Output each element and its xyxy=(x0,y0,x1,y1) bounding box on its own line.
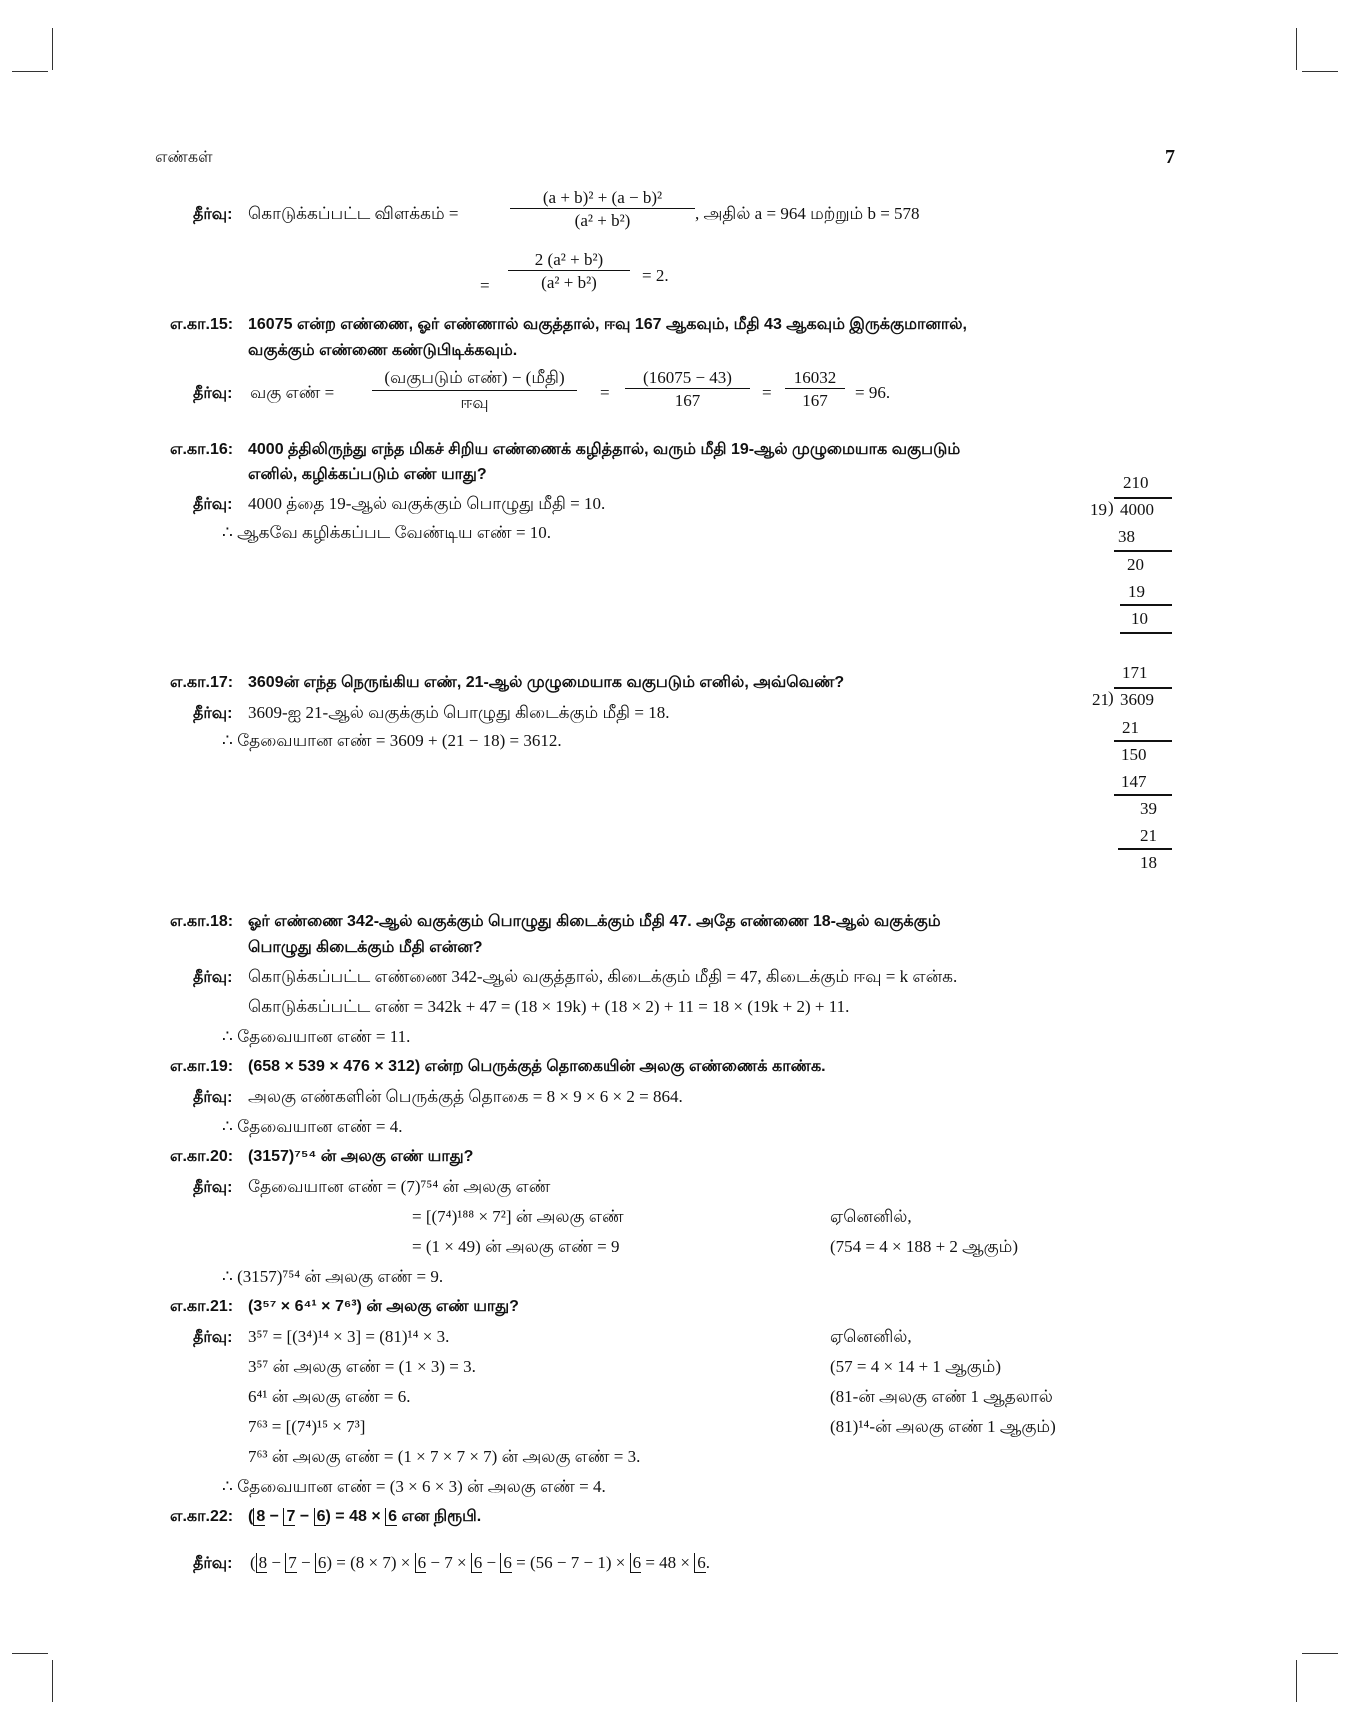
denominator: ஈவு xyxy=(460,393,489,412)
denominator: 167 xyxy=(674,391,701,410)
factorial-6: 6 xyxy=(385,1508,397,1526)
example-label: எ.கா.18: xyxy=(170,913,234,930)
solution-label: தீர்வு: xyxy=(193,385,233,402)
q-part: ( xyxy=(248,1508,254,1525)
question-text: எனில், கழிக்கப்படும் எண் யாது? xyxy=(248,466,487,483)
factorial-7: 7 xyxy=(283,1508,295,1526)
s-part: − xyxy=(482,1553,501,1572)
solution-step xyxy=(250,1553,710,1573)
factorial-6: 6 xyxy=(630,1553,642,1573)
side-note: ஏனெனில், xyxy=(830,1327,912,1346)
solution-label: தீர்வு: xyxy=(193,206,233,223)
remainder: 20 xyxy=(1127,555,1144,574)
solution-label: தீர்வு: xyxy=(193,1329,233,1346)
divisor: 21 xyxy=(1092,690,1109,709)
factorial-8: 8 xyxy=(253,1508,265,1526)
dividend: 4000 xyxy=(1120,500,1154,519)
division-bracket: ) xyxy=(1108,498,1114,517)
s-part: = (56 − 7 − 1) × xyxy=(511,1553,630,1572)
result: = 96. xyxy=(855,383,891,402)
fraction xyxy=(372,368,577,415)
remainder: 10 xyxy=(1131,609,1148,628)
solution-step: ∴ தேவையான எண் = 3609 + (21 − 18) = 3612. xyxy=(222,731,562,750)
example-label: எ.கா.21: xyxy=(170,1298,234,1315)
equals-sign: = xyxy=(600,383,610,402)
factorial-6: 6 xyxy=(315,1553,327,1573)
quotient: 171 xyxy=(1122,663,1148,682)
question-text: (3⁵⁷ × 6⁴¹ × 7⁶³) ன் அலகு எண் யாது? xyxy=(248,1298,519,1315)
crop-mark xyxy=(1302,1653,1338,1654)
factorial-6: 6 xyxy=(314,1508,326,1526)
example-label: எ.கா.20: xyxy=(170,1148,234,1165)
s-part: . xyxy=(705,1553,710,1572)
subtraction-line xyxy=(1120,632,1172,634)
factorial-6: 6 xyxy=(415,1553,427,1573)
solution-step: ∴ தேவையான எண் = 11. xyxy=(222,1027,411,1046)
example-label: எ.கா.19: xyxy=(170,1058,234,1075)
solution-step: கொடுக்கப்பட்ட எண் = 342k + 47 = (18 × 19k) + (18 × 2) + 11 = 18 × (19k + 2) + 11. xyxy=(248,997,850,1016)
numerator: (16075 − 43) xyxy=(625,368,750,389)
subtrahend: 38 xyxy=(1118,527,1135,546)
solution-label: தீர்வு: xyxy=(193,969,233,986)
numerator: 16032 xyxy=(785,368,845,389)
solution-step: 4000 த்தை 19-ஆல் வகுக்கும் பொழுது மீதி = 10. xyxy=(248,494,606,513)
side-note: (81)¹⁴-ன் அலகு எண் 1 ஆகும்) xyxy=(830,1417,1056,1436)
subtraction-line xyxy=(1114,550,1172,552)
crop-mark xyxy=(52,1660,53,1702)
question-text: 4000 த்திலிருந்து எந்த மிகச் சிறிய எண்ணைக் கழித்தால், வரும் மீதி 19-ஆல் முழுமையாக வகுபடும் xyxy=(248,441,961,458)
denominator: (a² + b²) xyxy=(574,211,631,230)
factorial-6: 6 xyxy=(471,1553,483,1573)
subtrahend: 19 xyxy=(1128,582,1145,601)
denominator: 167 xyxy=(802,391,828,410)
factorial-8: 8 xyxy=(256,1553,268,1573)
example-label: எ.கா.16: xyxy=(170,441,234,458)
factorial-6: 6 xyxy=(694,1553,706,1573)
subtraction-line xyxy=(1114,794,1172,796)
question-text: 16075 என்ற எண்ணை, ஓர் எண்ணால் வகுத்தால், ஈவு 167 ஆகவும், மீதி 43 ஆகவும் இருக்குமானால், xyxy=(248,316,967,333)
subtrahend: 147 xyxy=(1121,772,1147,791)
divisor: 19 xyxy=(1090,500,1107,519)
question-text: ஓர் எண்ணை 342-ஆல் வகுக்கும் பொழுது கிடைக்கும் மீதி 47. அதே எண்ணை 18-ஆல் வகுக்கும் xyxy=(248,913,941,930)
numerator: (a + b)² + (a − b)² xyxy=(510,188,695,209)
subtraction-line xyxy=(1114,740,1172,742)
factorial-6: 6 xyxy=(500,1553,512,1573)
factorial-7: 7 xyxy=(285,1553,297,1573)
denominator: (a² + b²) xyxy=(541,273,597,292)
question-text: பொழுது கிடைக்கும் மீதி என்ன? xyxy=(248,939,483,956)
crop-mark xyxy=(52,28,53,70)
solution-step: = (1 × 49) ன் அலகு எண் = 9 xyxy=(412,1237,620,1256)
solution-step: ∴ (3157)⁷⁵⁴ ன் அலகு எண் = 9. xyxy=(222,1267,444,1286)
solution-step: 3⁵⁷ ன் அலகு எண் = (1 × 3) = 3. xyxy=(248,1357,476,1376)
crop-mark xyxy=(12,1653,48,1654)
division-bar xyxy=(1114,687,1172,689)
expression-lhs: வகு எண் = xyxy=(250,383,335,402)
remainder: 18 xyxy=(1140,853,1157,872)
fraction xyxy=(625,368,750,411)
s-part: − xyxy=(267,1553,286,1572)
subtrahend: 21 xyxy=(1122,718,1139,737)
solution-label: தீர்வு: xyxy=(193,496,233,513)
given-expression-label: கொடுக்கப்பட்ட விளக்கம் = xyxy=(248,204,459,223)
example-label: எ.கா.22: xyxy=(170,1508,234,1525)
division-bracket: ) xyxy=(1108,688,1114,707)
side-note: (754 = 4 × 188 + 2 ஆகும்) xyxy=(830,1237,1019,1256)
question-text: வகுக்கும் எண்ணை கண்டுபிடிக்கவும். xyxy=(248,342,518,359)
s-part: = 48 × xyxy=(641,1553,695,1572)
equals-sign: = xyxy=(480,276,490,295)
division-bar xyxy=(1114,497,1172,499)
solution-step: ∴ தேவையான எண் = (3 × 6 × 3) ன் அலகு எண் = 4. xyxy=(222,1477,606,1496)
solution-step: 3⁵⁷ = [(3⁴)¹⁴ × 3] = (81)¹⁴ × 3. xyxy=(248,1327,450,1346)
page-number: 7 xyxy=(1165,146,1175,168)
solution-step: 6⁴¹ ன் அலகு எண் = 6. xyxy=(248,1387,411,1406)
crop-mark xyxy=(1296,1660,1297,1702)
remainder: 39 xyxy=(1140,799,1157,818)
crop-mark xyxy=(12,71,48,72)
subtraction-line xyxy=(1118,848,1172,850)
solution-step: ∴ தேவையான எண் = 4. xyxy=(222,1117,403,1136)
solution-step: 7⁶³ ன் அலகு எண் = (1 × 7 × 7 × 7) ன் அலகு எண் = 3. xyxy=(248,1447,641,1466)
q-part: ) = 48 × xyxy=(325,1508,386,1525)
subtraction-line xyxy=(1120,604,1172,606)
result: = 2. xyxy=(642,266,669,285)
solution-step: = [(7⁴)¹⁸⁸ × 7²] ன் அலகு எண் xyxy=(412,1207,624,1226)
solution-step: கொடுக்கப்பட்ட எண்ணை 342-ஆல் வகுத்தால், கிடைக்கும் மீதி = 47, கிடைக்கும் ஈவு = k என்க. xyxy=(248,967,958,986)
s-part: − 7 × xyxy=(426,1553,471,1572)
solution-step: அலகு எண்களின் பெருக்குத் தொகை = 8 × 9 × 6 × 2 = 864. xyxy=(248,1087,683,1106)
side-note: (57 = 4 × 14 + 1 ஆகும்) xyxy=(830,1357,1002,1376)
quotient: 210 xyxy=(1123,473,1149,492)
variable-definition: , அதில் a = 964 மற்றும் b = 578 xyxy=(695,204,920,223)
crop-mark xyxy=(1296,28,1297,70)
question-text xyxy=(248,1507,481,1527)
fraction xyxy=(508,250,630,293)
s-part: ) = (8 × 7) × xyxy=(326,1553,415,1572)
fraction xyxy=(510,188,695,231)
equals-sign: = xyxy=(762,383,772,402)
question-text: (3157)⁷⁵⁴ ன் அலகு எண் யாது? xyxy=(248,1148,474,1165)
question-text: 3609ன் எந்த நெருங்கிய எண், 21-ஆல் முழுமையாக வகுபடும் எனில், அவ்வெண்? xyxy=(248,674,845,691)
fraction xyxy=(785,368,845,411)
solution-label: தீர்வு: xyxy=(193,705,233,722)
side-note: (81-ன் அலகு எண் 1 ஆதலால் xyxy=(830,1387,1053,1406)
question-text: (658 × 539 × 476 × 312) என்ற பெருக்குத் தொகையின் அலகு எண்ணைக் காண்க. xyxy=(248,1058,826,1075)
s-part: − xyxy=(296,1553,315,1572)
solution-step: ∴ ஆகவே கழிக்கப்பட வேண்டிய எண் = 10. xyxy=(222,523,552,542)
solution-step: தேவையான எண் = (7)⁷⁵⁴ ன் அலகு எண் xyxy=(248,1177,551,1196)
remainder: 150 xyxy=(1121,745,1147,764)
side-note: ஏனெனில், xyxy=(830,1207,912,1226)
solution-step: 3609-ஐ 21-ஆல் வகுக்கும் பொழுது கிடைக்கும் மீதி = 18. xyxy=(248,703,670,722)
example-label: எ.கா.17: xyxy=(170,674,234,691)
crop-mark xyxy=(1302,71,1338,72)
s-part: ( xyxy=(250,1553,256,1572)
q-part: என நிரூபி. xyxy=(397,1508,482,1525)
solution-label: தீர்வு: xyxy=(193,1089,233,1106)
dividend: 3609 xyxy=(1120,690,1154,709)
solution-label: தீர்வு: xyxy=(193,1179,233,1196)
q-part: − xyxy=(295,1508,314,1525)
subtrahend: 21 xyxy=(1140,826,1157,845)
numerator: 2 (a² + b²) xyxy=(508,250,630,271)
solution-step: 7⁶³ = [(7⁴)¹⁵ × 7³] xyxy=(248,1417,366,1436)
numerator: (வகுபடும் எண்) − (மீதி) xyxy=(372,368,577,391)
solution-label: தீர்வு: xyxy=(193,1555,233,1572)
example-label: எ.கா.15: xyxy=(170,316,234,333)
q-part: − xyxy=(265,1508,284,1525)
running-header: எண்கள் xyxy=(155,149,213,166)
